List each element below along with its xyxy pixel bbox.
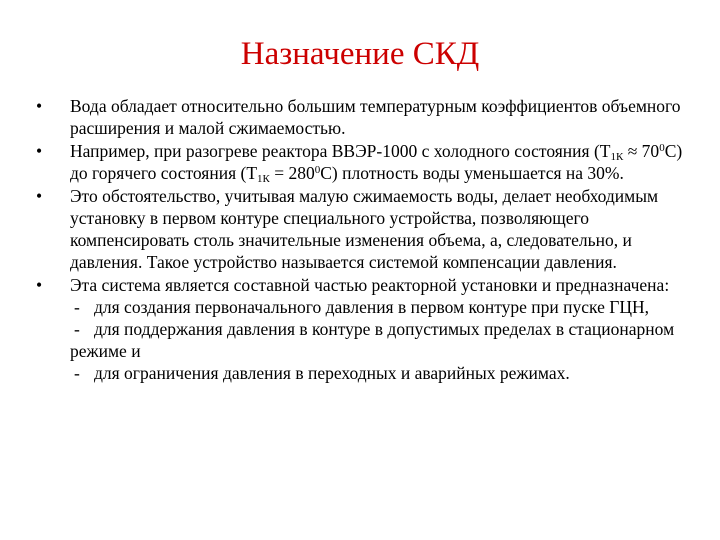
sub-item-text: для поддержания давления в контуре в допустимых пределах в стационарном режиме и: [70, 319, 675, 361]
superscript: 0: [659, 142, 665, 154]
bullet-item-2: [36, 140, 696, 184]
bullet-marker: •: [36, 96, 43, 116]
dash-marker: -: [74, 363, 80, 383]
bullet-text: Эта система является составной частью реакторной установки и предназначена:: [70, 275, 670, 295]
slide-title: Назначение СКД: [240, 36, 480, 72]
bullet-marker: •: [36, 141, 43, 161]
text-part: С) до горячего состояния (Т: [70, 141, 683, 183]
bullet-list: [36, 95, 696, 385]
bullet-item-3: [36, 185, 696, 273]
text-part: Например, при разогреве реактора ВВЭР-1000 с холодного состояния (Т: [70, 141, 611, 161]
dash-marker: -: [74, 297, 80, 317]
text-part: = 280: [269, 163, 315, 183]
sub-item-3: [70, 362, 696, 384]
dash-marker: -: [74, 319, 80, 339]
bullet-text: [70, 141, 682, 183]
superscript: 0: [314, 164, 321, 176]
subscript: 1К: [257, 173, 270, 185]
sub-item-2: [70, 318, 696, 362]
bullet-text: Это обстоятельство, учитывая малую сжимаемость воды, делает необходимым установку в первом контуре специального устройства, позволяющего компенсировать столь значительные изменения объема, а, следовательно, и давления. Такое устройство называется системой компенсации давления.: [70, 186, 659, 272]
text-part: С) плотность воды уменьшается на 30%.: [320, 163, 624, 183]
bullet-text: Вода обладает относительно большим температурным коэффициентов объемного расширения и малой сжимаемостью.: [70, 96, 681, 138]
bullet-item-1: [36, 95, 696, 139]
subscript: 1К: [610, 151, 624, 163]
bullet-marker: •: [36, 275, 43, 295]
sub-item-text: для ограничения давления в переходных и аварийных режимах.: [94, 363, 570, 383]
sub-item-text: для создания первоначального давления в первом контуре при пуске ГЦН,: [94, 297, 650, 317]
bullet-marker: •: [36, 186, 43, 206]
bullet-item-4: [36, 274, 696, 384]
text-part: ≈ 70: [623, 141, 660, 161]
sub-item-1: [70, 296, 696, 318]
